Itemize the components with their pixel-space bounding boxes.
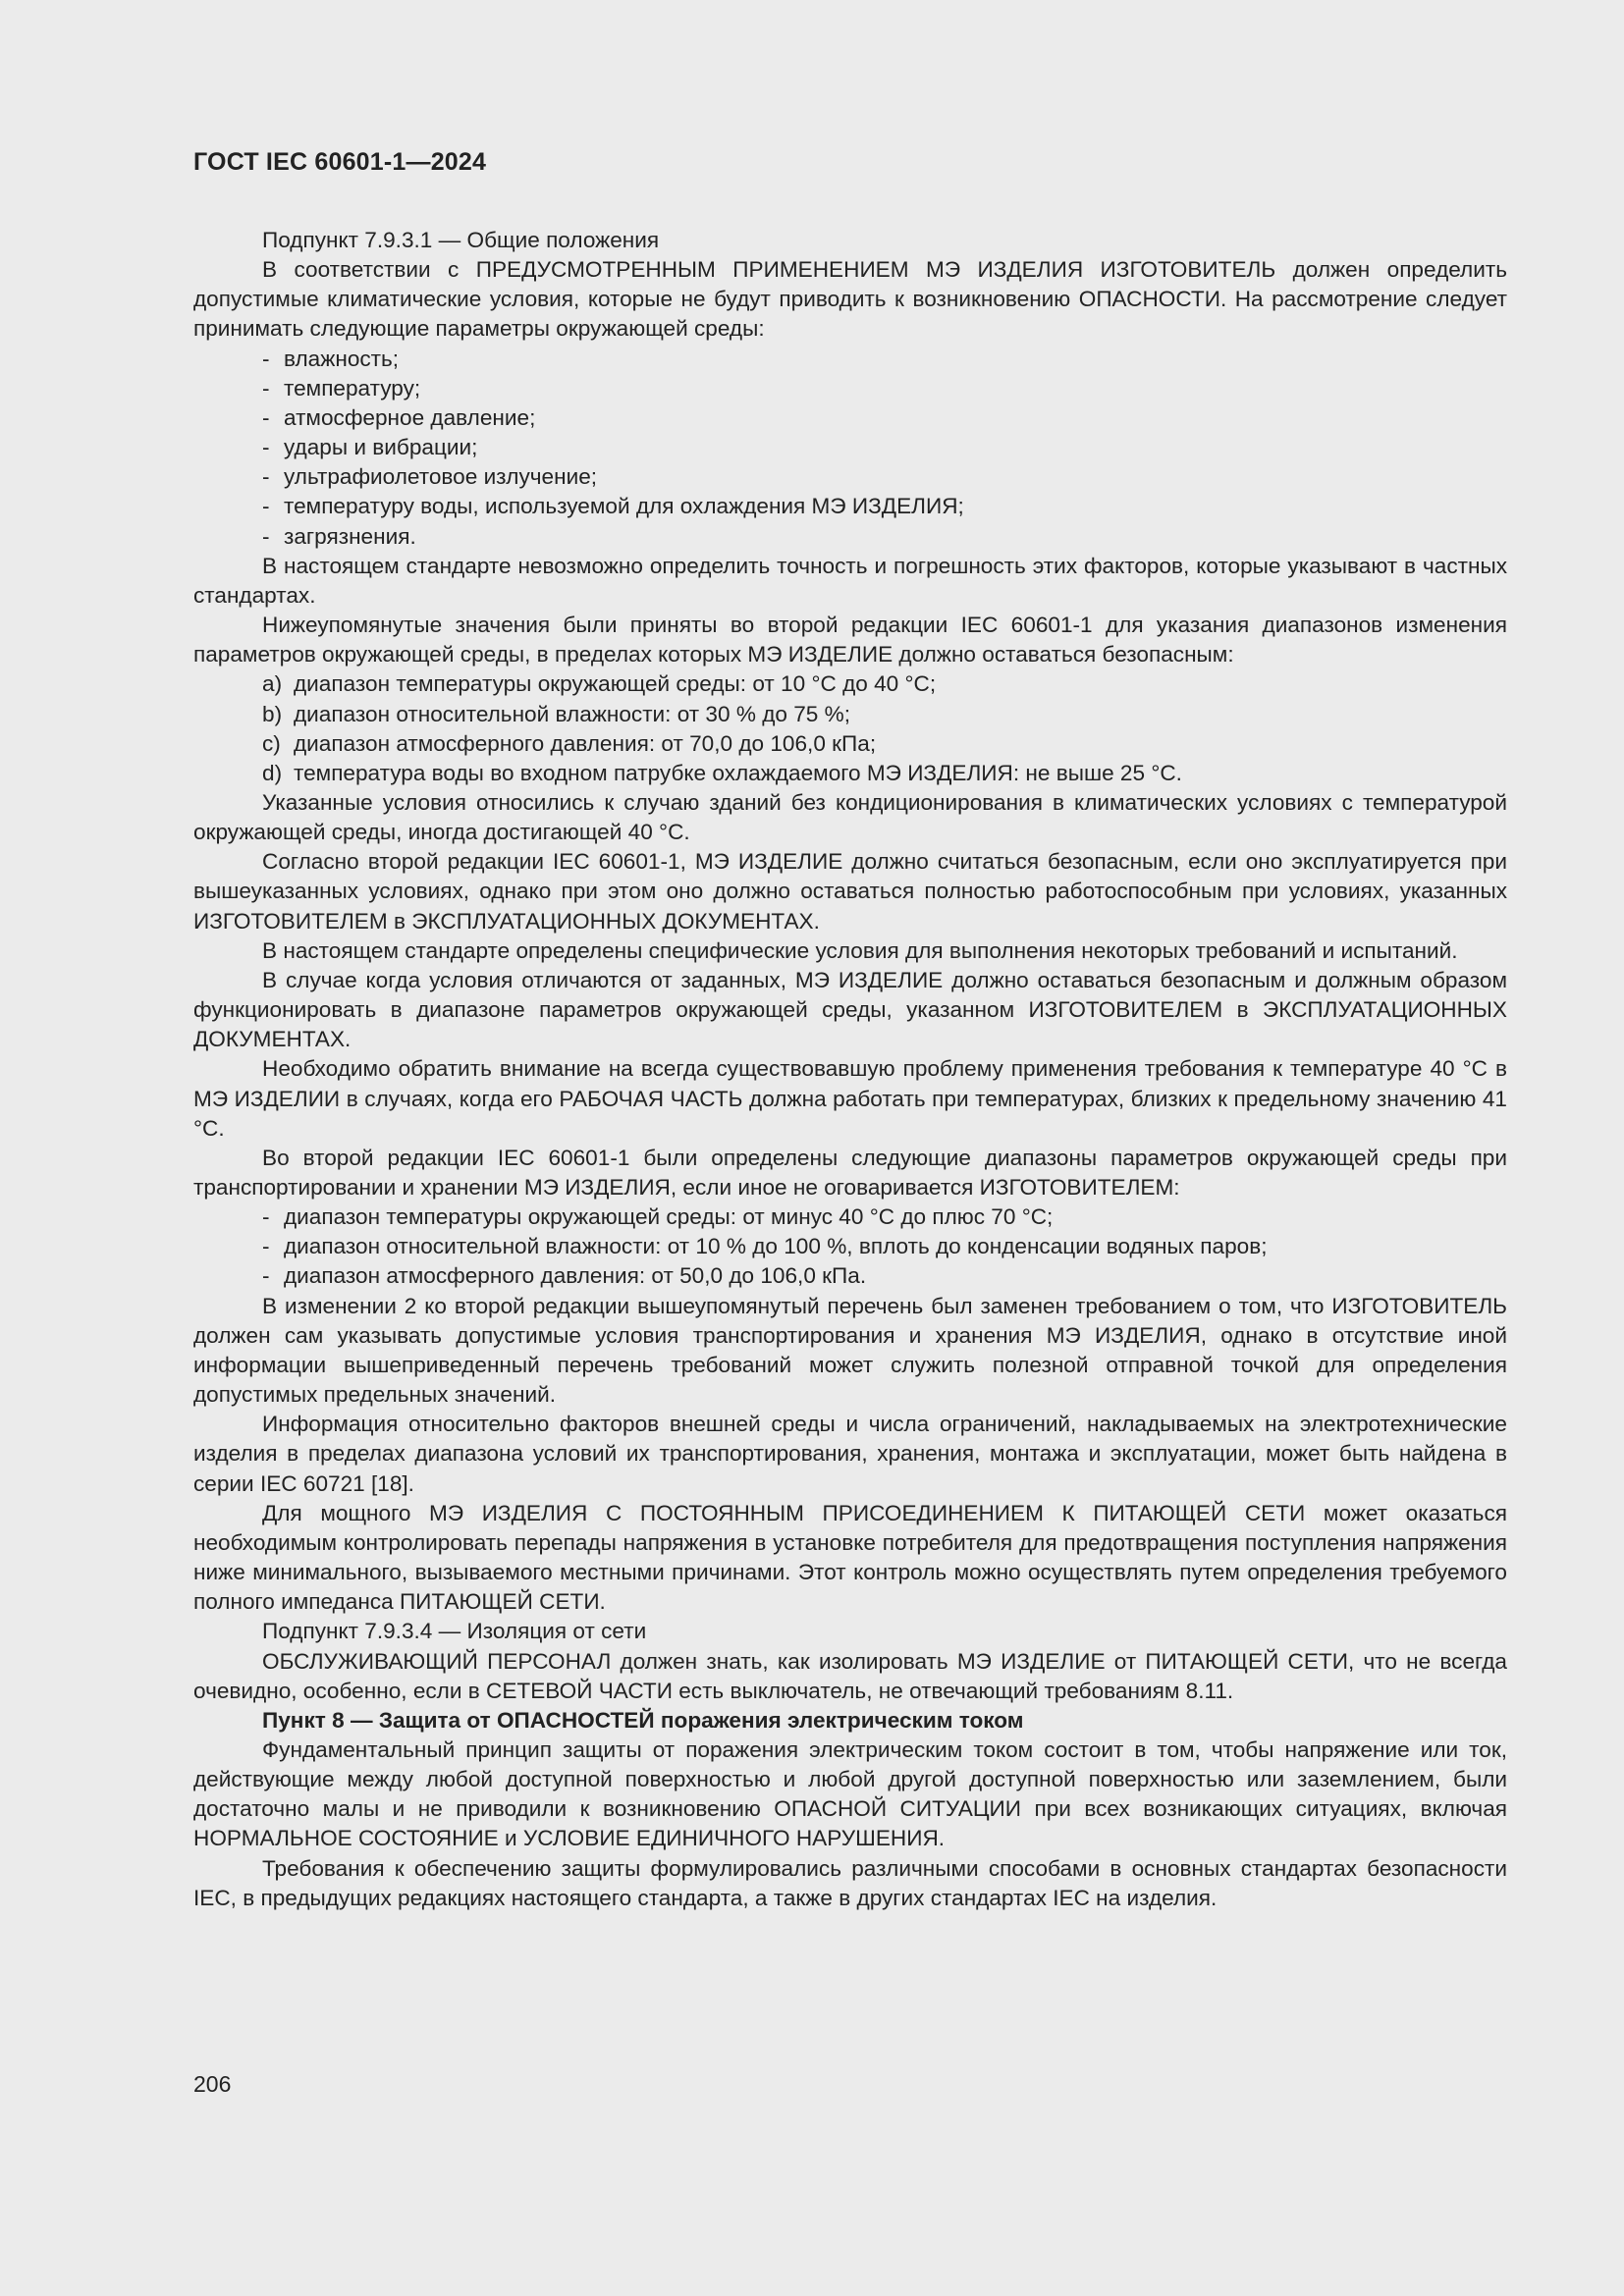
paragraph: Нижеупомянутые значения были приняты во второй редакции IEC 60601-1 для указания диапазонов изменения параметров окружающей среды, в пределах которых МЭ ИЗДЕЛИЕ должно оставаться безопасным:	[193, 613, 1507, 667]
list-item: - температуру;	[262, 375, 421, 400]
page-body	[193, 226, 1507, 1913]
paragraph: В настоящем стандарте невозможно определить точность и погрешность этих факторов, которые указывают в частных стандартах.	[193, 553, 1507, 608]
subclause-heading-7-9-3-1: Подпункт 7.9.3.1 — Общие положения	[262, 228, 660, 252]
list-item: - диапазон атмосферного давления: от 50,0 до 106,0 кПа.	[262, 1263, 867, 1289]
paragraph: ОБСЛУЖИВАЮЩИЙ ПЕРСОНАЛ должен знать, как изолировать МЭ ИЗДЕЛИЕ от ПИТАЮЩЕЙ СЕТИ, что не всегда очевидно, особенно, если в СЕТЕВОЙ ЧАСТИ есть выключатель, не отвечающий требованиям 8.11.	[193, 1648, 1507, 1703]
clause-heading-8: Пункт 8 — Защита от ОПАСНОСТЕЙ поражения электрическим током	[262, 1707, 1024, 1733]
list-item: - удары и вибрации;	[262, 435, 478, 460]
list-item: - диапазон температуры окружающей среды: от минус 40 °С до плюс 70 °С;	[262, 1204, 1054, 1230]
page-number: 206	[193, 2071, 232, 2097]
paragraph: Необходимо обратить внимание на всегда существовавшую проблему применения требования к температуре 40 °С в МЭ ИЗДЕЛИИ в случаях, когда его РАБОЧАЯ ЧАСТЬ должна работать при температурах, близких к предельному значению 41 °С.	[193, 1056, 1507, 1141]
paragraph: Требования к обеспечению защиты формулировались различными способами в основных стандартах безопасности IEC, в предыдущих редакциях настоящего стандарта, а также в других стандартах IEC на изделия.	[193, 1855, 1507, 1910]
paragraph: Для мощного МЭ ИЗДЕЛИЯ С ПОСТОЯННЫМ ПРИСОЕДИНЕНИЕМ К ПИТАЮЩЕЙ СЕТИ может оказаться необходимым контролировать перепады напряжения в установке потребителя для предотвращения поступления напряжения ниже минимального, вызываемого местными причинами. Этот контроль можно осуществлять путем определения требуемого полного импеданса ПИТАЮЩЕЙ СЕТИ.	[193, 1500, 1507, 1615]
list-item: d) температура воды во входном патрубке охлаждаемого МЭ ИЗДЕЛИЯ: не выше 25 °С.	[262, 760, 1182, 785]
list-item: - ультрафиолетовое излучение;	[262, 464, 598, 490]
paragraph: В случае когда условия отличаются от заданных, МЭ ИЗДЕЛИЕ должно оставаться безопасным и должным образом функционировать в диапазоне параметров окружающей среды, указанном ИЗГОТОВИТЕЛЕМ в ЭКСПЛУАТАЦИОННЫХ ДОКУМЕНТАХ.	[193, 967, 1507, 1052]
paragraph: Согласно второй редакции IEC 60601-1, МЭ ИЗДЕЛИЕ должно считаться безопасным, если оно эксплуатируется при вышеуказанных условиях, однако при этом оно должно оставаться полностью работоспособным при условиях, указанных ИЗГОТОВИТЕЛЕМ в ЭКСПЛУАТАЦИОННЫХ ДОКУМЕНТАХ.	[193, 849, 1507, 934]
paragraph: Указанные условия относились к случаю зданий без кондиционирования в климатических условиях с температурой окружающей среды, иногда достигающей 40 °С.	[193, 789, 1507, 845]
transport-ranges-list	[193, 1202, 1507, 1291]
operating-ranges-list	[193, 669, 1507, 788]
paragraph: Во второй редакции IEC 60601-1 были определены следующие диапазоны параметров окружающей среды при транспортировании и хранении МЭ ИЗДЕЛИЯ, если иное не оговаривается ИЗГОТОВИТЕЛЕМ:	[193, 1145, 1507, 1200]
paragraph: Информация относительно факторов внешней среды и числа ограничений, накладываемых на электротехнические изделия в пределах диапазона условий их транспортирования, хранения, монтажа и эксплуатации, может быть найдена в серии IEC 60721 [18].	[193, 1412, 1507, 1496]
list-item: - диапазон относительной влажности: от 10 % до 100 %, вплоть до конденсации водяных паров;	[262, 1234, 1268, 1259]
list-item: - атмосферное давление;	[262, 404, 536, 430]
environment-parameters-list	[193, 345, 1507, 552]
subclause-heading-7-9-3-4: Подпункт 7.9.3.4 — Изоляция от сети	[262, 1619, 647, 1644]
paragraph: В изменении 2 ко второй редакции вышеупомянутый перечень был заменен требованием о том, что ИЗГОТОВИТЕЛЬ должен сам указывать допустимые условия транспортирования и хранения МЭ ИЗДЕЛИЯ, однако в отсутствие иной информации вышеприведенный перечень требований может служить полезной отправной точкой для определения допустимых предельных значений.	[193, 1293, 1507, 1408]
list-item: - влажность;	[262, 346, 400, 371]
paragraph: В настоящем стандарте определены специфические условия для выполнения некоторых требований и испытаний.	[262, 937, 1458, 963]
paragraph: В соответствии с ПРЕДУСМОТРЕННЫМ ПРИМЕНЕНИЕМ МЭ ИЗДЕЛИЯ ИЗГОТОВИТЕЛЬ должен определить допустимые климатические условия, которые не будут приводить к возникновению ОПАСНОСТИ. На рассмотрение следует принимать следующие параметры окружающей среды:	[193, 257, 1507, 342]
list-item: a) диапазон температуры окружающей среды: от 10 °С до 40 °С;	[262, 671, 937, 697]
list-item: - температуру воды, используемой для охлаждения МЭ ИЗДЕЛИЯ;	[262, 494, 964, 519]
document-header: ГОСТ IEC 60601-1—2024	[193, 148, 487, 176]
paragraph: Фундаментальный принцип защиты от поражения электрическим током состоит в том, чтобы напряжение или ток, действующие между любой доступной поверхностью и любой другой доступной поверхностью или заземлением, были достаточно малы и не приводили к возникновению ОПАСНОЙ СИТУАЦИИ при всех возникающих ситуациях, включая НОРМАЛЬНОЕ СОСТОЯНИЕ и УСЛОВИЕ ЕДИНИЧНОГО НАРУШЕНИЯ.	[193, 1736, 1507, 1851]
list-item: b) диапазон относительной влажности: от 30 % до 75 %;	[262, 701, 851, 726]
list-item: - загрязнения.	[262, 523, 416, 549]
list-item: c) диапазон атмосферного давления: от 70,0 до 106,0 кПа;	[262, 730, 877, 756]
